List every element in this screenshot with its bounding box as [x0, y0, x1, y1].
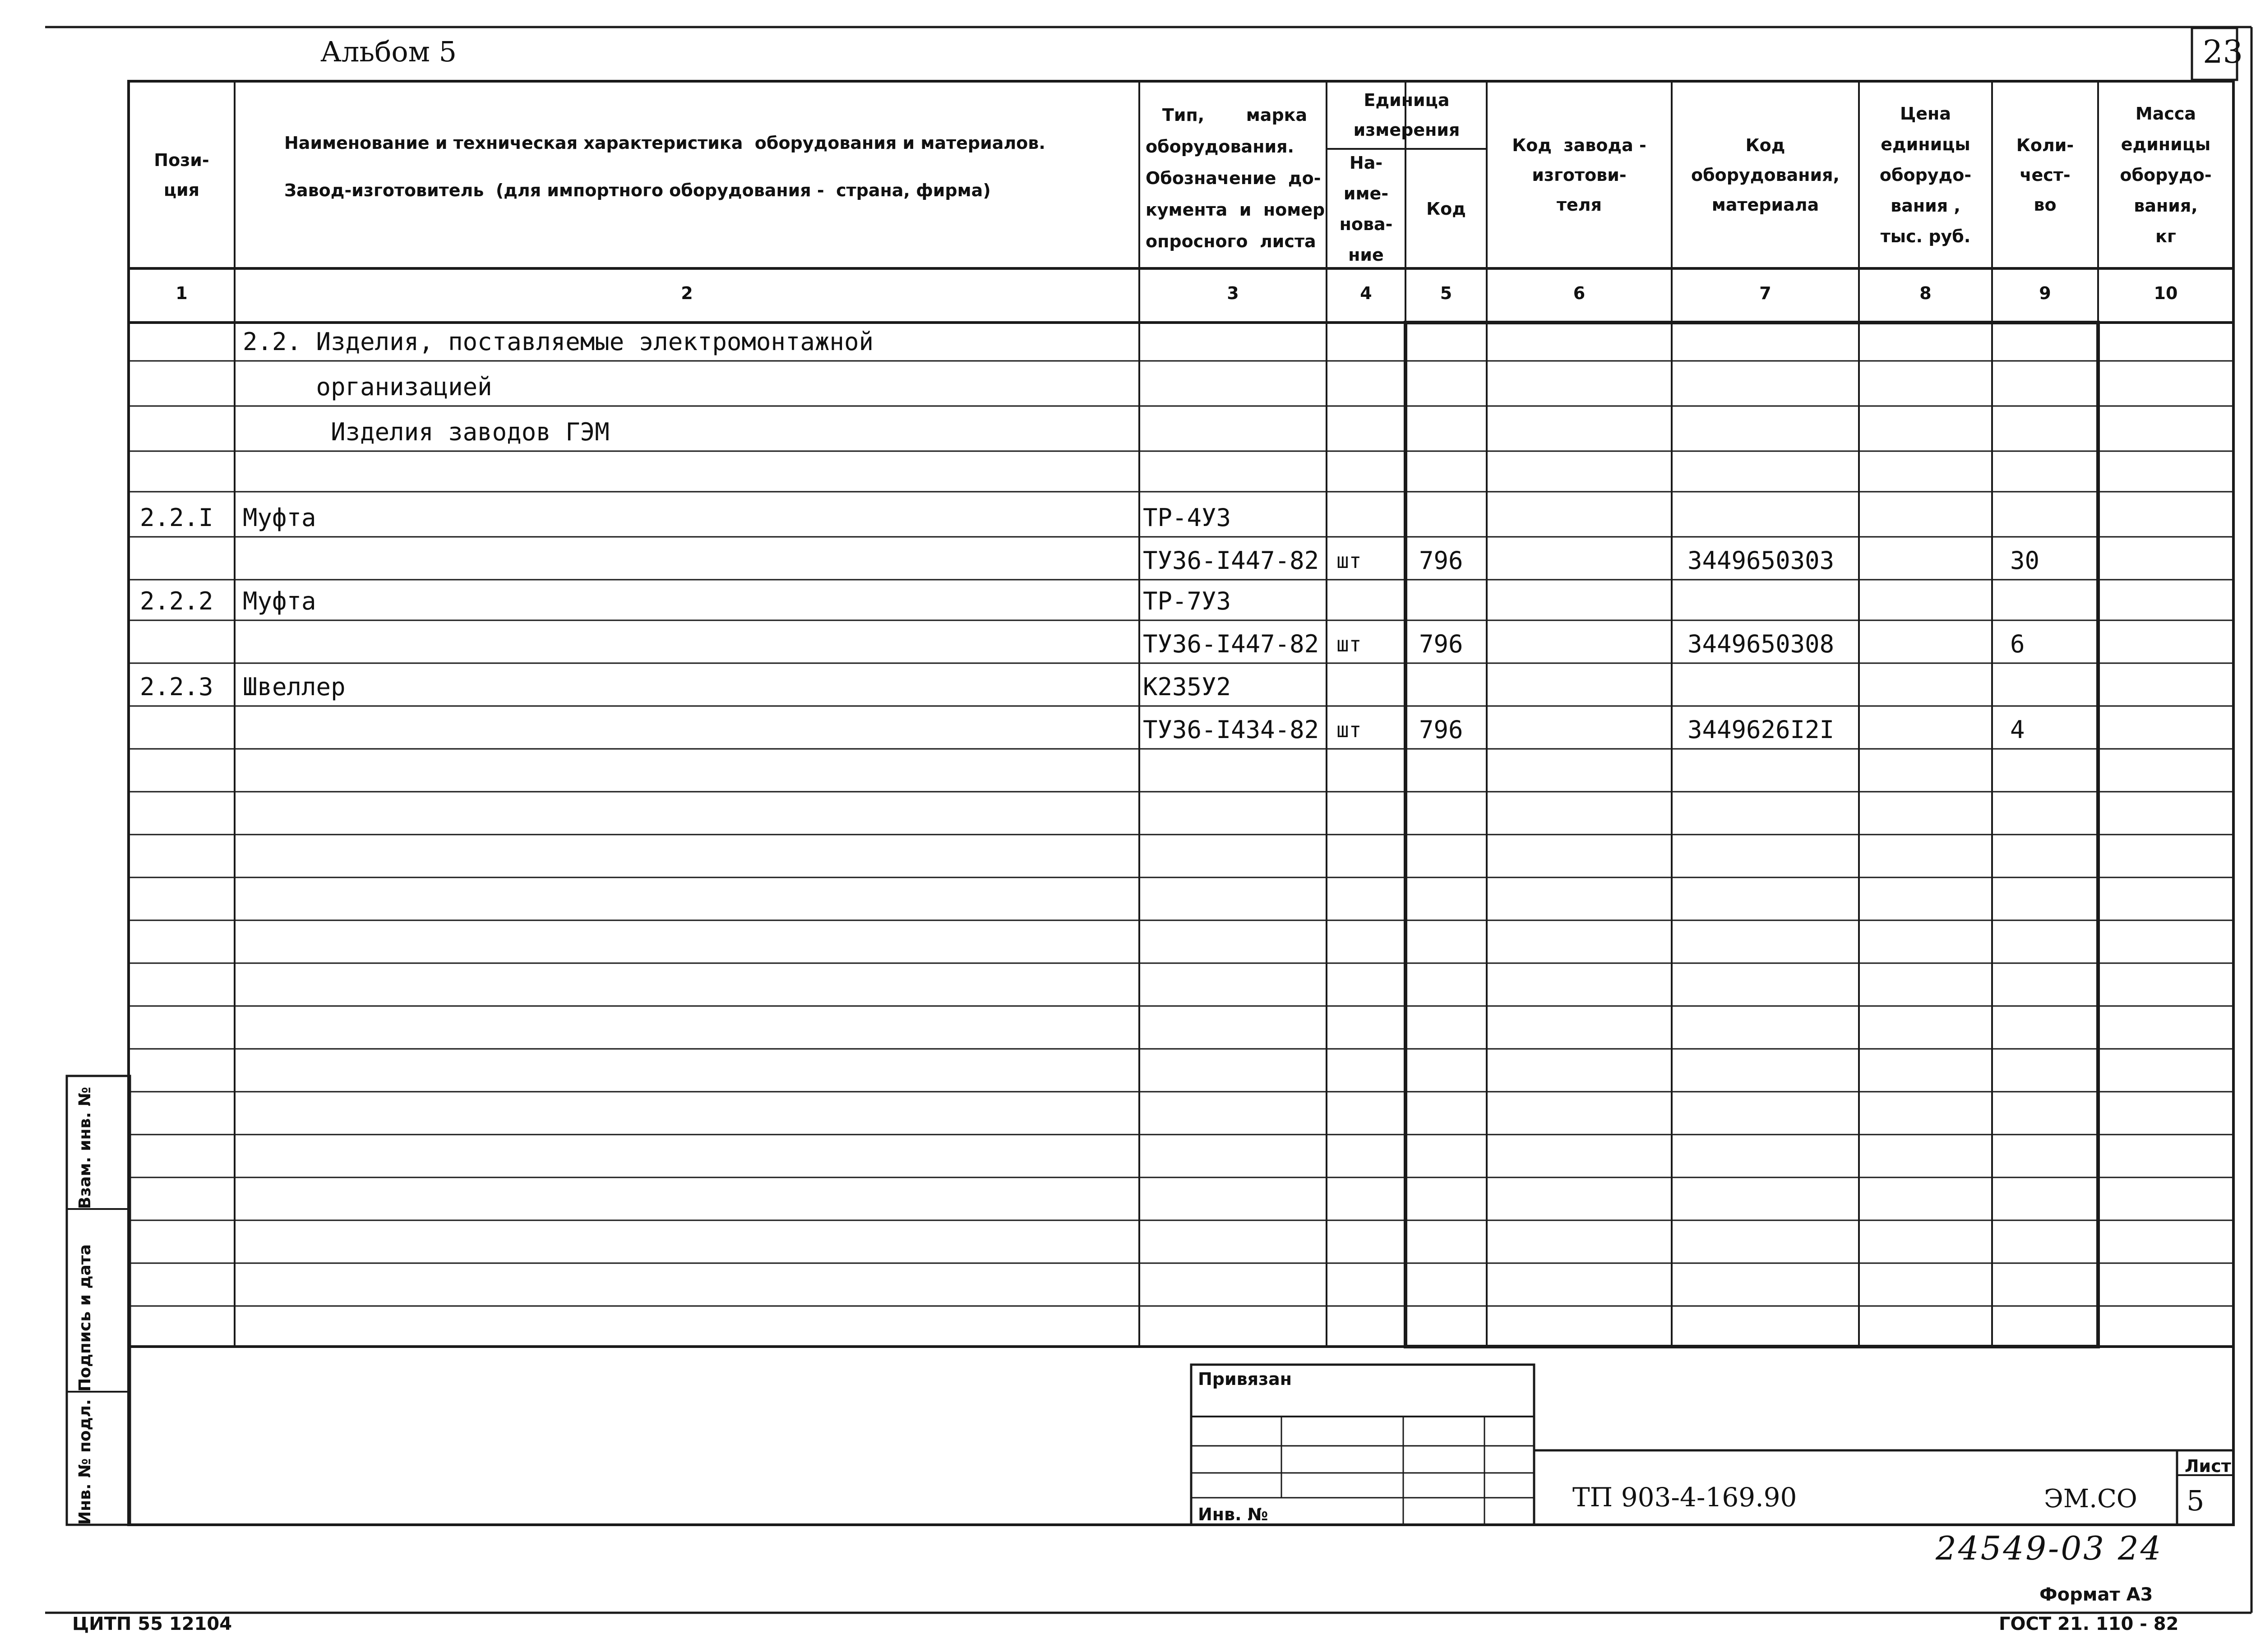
header-unit-line: Единица [1364, 90, 1450, 110]
row-unit: шт [1336, 718, 1362, 742]
stamp-inv-no: Инв. № [1198, 1504, 1268, 1524]
column-number: 4 [1360, 283, 1372, 303]
header-type-line: кумента и номер [1146, 200, 1325, 220]
row-material-code: 3449650308 [1687, 630, 1835, 658]
header-equipment-code-line: Код [1745, 135, 1785, 155]
row-quantity: 6 [2010, 630, 2025, 658]
row-type: ТР-4УЗ [1143, 503, 1231, 532]
handwritten-number: 24549-03 24 [1936, 1529, 2163, 1567]
column-number: 5 [1440, 283, 1452, 303]
header-price [1859, 81, 1992, 268]
header-unit-name-line: нова- [1339, 214, 1393, 234]
header-quantity-line: чест- [2020, 165, 2071, 185]
stamp-privyazan: Привязан [1198, 1369, 1292, 1389]
header-price-line: тыс. руб. [1880, 226, 1971, 246]
row-material-code: 3449650303 [1687, 546, 1835, 575]
header-name [284, 120, 1045, 214]
page-number: 23 [2203, 33, 2243, 70]
header-type-line: Обозначение до- [1146, 168, 1321, 188]
header-mass-line: единицы [2121, 134, 2211, 154]
header-name-line: Завод-изготовитель (для импортного оборудования - страна, фирма) [284, 180, 991, 200]
header-position [129, 81, 235, 268]
header-equipment-code [1672, 81, 1859, 268]
row-type: ТУ36-I434-82 [1143, 715, 1319, 744]
header-unit-name-line: име- [1343, 183, 1389, 203]
side-label-inv: Инв. № подл. [76, 1399, 94, 1525]
column-number: 7 [1759, 283, 1771, 303]
column-number: 6 [1573, 283, 1586, 303]
header-unit-name [1327, 149, 1405, 268]
header-equipment-code-line: материала [1711, 194, 1819, 215]
album-title: Альбом 5 [320, 35, 457, 68]
header-mass [2098, 81, 2233, 268]
row-name: Изделия заводов ГЭМ [243, 418, 610, 446]
row-unit-code: 796 [1419, 715, 1463, 744]
header-price-line: вания , [1891, 195, 1960, 216]
row-type: ТУ36-I447-82 [1143, 546, 1319, 575]
row-position: 2.2.3 [140, 673, 213, 701]
stamp-sheet-no: 5 [2187, 1484, 2205, 1517]
header-equipment-code-line: оборудования, [1691, 165, 1840, 185]
header-quantity [1992, 81, 2098, 268]
row-unit-code: 796 [1419, 546, 1463, 575]
row-type: К235У2 [1143, 673, 1231, 701]
row-name: 2.2. Изделия, поставляемые электромонтажной [243, 328, 874, 356]
column-number: 2 [681, 283, 693, 303]
header-mass-line: Масса [2135, 103, 2196, 124]
row-quantity: 30 [2010, 546, 2040, 575]
row-type: ТР-7УЗ [1143, 587, 1231, 615]
row-type: ТУ36-I447-82 [1143, 630, 1319, 658]
header-quantity-line: Коли- [2016, 135, 2074, 155]
header-name-line: Наименование и техническая характеристика оборудования и материалов. [284, 133, 1045, 153]
row-material-code: 3449626I2I [1687, 715, 1835, 744]
row-unit-code: 796 [1419, 630, 1463, 658]
header-manufacturer-code-line: изготови- [1532, 165, 1627, 185]
header-unit-name-line: ние [1348, 245, 1384, 265]
header-unit [1327, 81, 1487, 149]
side-label-podpis: Подпись и дата [76, 1244, 94, 1392]
header-manufacturer-code [1487, 81, 1672, 268]
row-name: Муфта [243, 503, 316, 532]
header-type [1146, 99, 1324, 257]
header-position-line: Пози- [154, 150, 209, 170]
cip-label: ЦИТП 55 12104 [72, 1614, 232, 1634]
header-type-line: Тип, марка [1162, 105, 1308, 125]
stamp-section: ЭМ.СО [2044, 1484, 2137, 1514]
format-label: Формат А3 [2039, 1584, 2153, 1605]
header-position-line: ция [163, 180, 200, 200]
header-manufacturer-code-line: Код завода - [1512, 135, 1646, 155]
header-manufacturer-code-line: теля [1556, 194, 1602, 215]
row-name: Муфта [243, 587, 316, 615]
header-type-line: опросного листа [1146, 231, 1316, 251]
row-unit: шт [1336, 632, 1362, 656]
column-number: 9 [2039, 283, 2051, 303]
header-mass-line: вания, [2134, 195, 2198, 216]
column-number: 8 [1919, 283, 1932, 303]
header-price-line: Цена [1900, 103, 1951, 124]
stamp-sheet-label: Лист [2185, 1456, 2231, 1476]
header-price-line: единицы [1881, 134, 1970, 154]
header-price-line: оборудо- [1879, 165, 1972, 185]
header-unit-line: измерения [1353, 120, 1460, 140]
column-number: 10 [2154, 283, 2178, 303]
column-number: 3 [1227, 283, 1239, 303]
column-number: 1 [176, 283, 188, 303]
header-unit-name-line: На- [1349, 152, 1383, 173]
row-position: 2.2.I [140, 503, 213, 532]
header-quantity-line: во [2034, 194, 2057, 215]
row-position: 2.2.2 [140, 587, 213, 615]
header-mass-line: оборудо- [2120, 165, 2212, 185]
row-name: организацией [243, 373, 492, 401]
header-mass-line: кг [2155, 226, 2176, 246]
stamp-doc-code: ТП 903-4-169.90 [1572, 1482, 1797, 1513]
header-unit-code: Код [1426, 199, 1466, 219]
gost-label: ГОСТ 21. 110 - 82 [1999, 1614, 2179, 1634]
header-type-line: оборудования. [1146, 137, 1294, 157]
side-label-vzam: Взам. инв. № [76, 1087, 94, 1209]
row-unit: шт [1336, 549, 1362, 573]
row-quantity: 4 [2010, 715, 2025, 744]
row-name: Швеллер [243, 673, 346, 701]
